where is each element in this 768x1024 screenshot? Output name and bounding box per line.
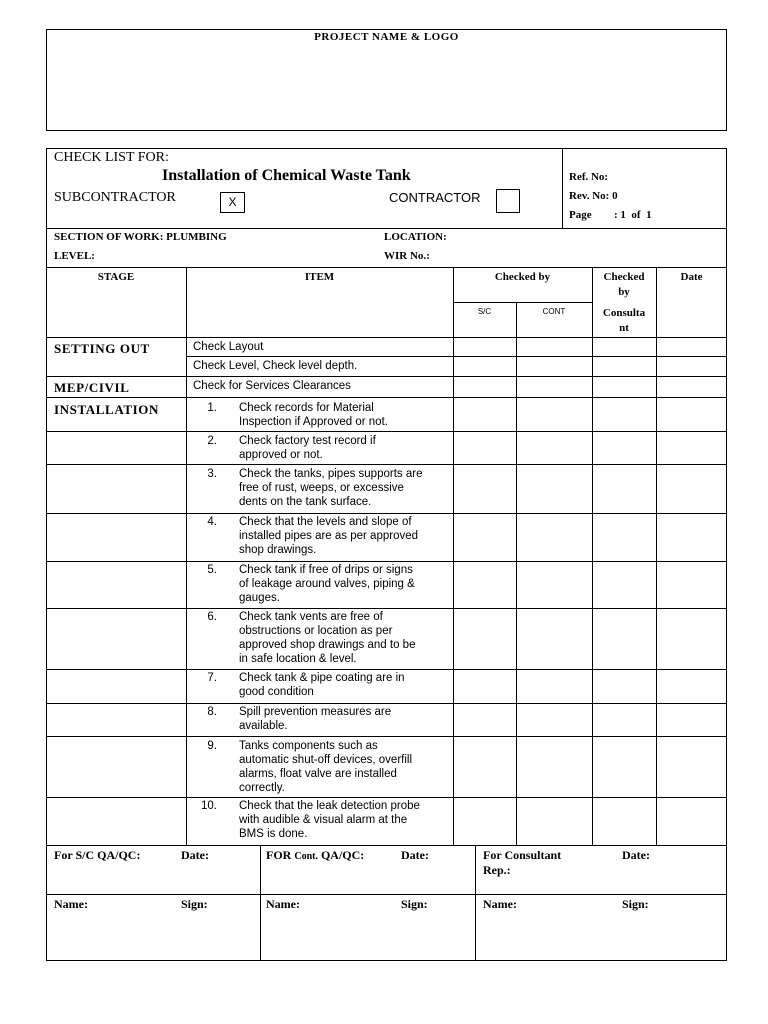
item-text-line: obstructions or location as per — [239, 625, 393, 637]
item-text — [239, 671, 453, 699]
cont-for: FOR — [266, 848, 292, 862]
location-label: LOCATION: — [384, 231, 447, 243]
item-text — [239, 563, 453, 605]
row-line-8 — [46, 736, 727, 737]
section-of-work: SECTION OF WORK: PLUMBING — [54, 231, 227, 243]
item-number: 9. — [207, 740, 217, 752]
header-checked-by: Checked by — [494, 271, 551, 283]
item-text-line: approved shop drawings and to be — [239, 639, 416, 651]
sc-sign-label: Sign: — [181, 897, 208, 911]
item-number: 8. — [207, 706, 217, 718]
row-line-3 — [46, 513, 727, 514]
consultant-name-label: Name: — [483, 897, 517, 911]
checked-by-subline — [453, 302, 592, 303]
cont-sign-label: Sign: — [401, 897, 428, 911]
sc-name-label: Name: — [54, 897, 88, 911]
ref-no: Ref. No: — [569, 171, 609, 183]
page-value: : 1 of 1 — [614, 209, 652, 221]
item-text — [239, 401, 453, 429]
col-line-item — [453, 267, 454, 845]
item-number: 5. — [207, 564, 217, 576]
item-text-line: gauges. — [239, 592, 280, 604]
item-text — [239, 739, 453, 795]
item-number: 2. — [207, 435, 217, 447]
signoff-col-2 — [475, 845, 476, 961]
page-label: Page — [569, 209, 592, 221]
subcontractor-checkbox[interactable] — [220, 192, 245, 213]
item-text-line: shop drawings. — [239, 544, 317, 556]
stage-installation: INSTALLATION — [54, 402, 159, 417]
contractor-label: CONTRACTOR — [389, 190, 481, 205]
header-checked-by-consultant-2: by — [618, 286, 630, 298]
row-line-6 — [46, 669, 727, 670]
checklist-title: Installation of Chemical Waste Tank — [162, 167, 411, 184]
header-item: ITEM — [304, 271, 335, 283]
consultant-date-label: Date: — [622, 848, 650, 862]
item-text — [239, 434, 453, 462]
item-number: 10. — [201, 800, 217, 812]
col-line-stage — [186, 267, 187, 845]
item-text-line: Check that the levels and slope of — [239, 516, 412, 528]
row-line-layout — [186, 356, 727, 357]
item-text-line: Inspection if Approved or not. — [239, 416, 388, 428]
item-text — [239, 705, 453, 733]
row-line-7 — [46, 703, 727, 704]
row-line-header — [46, 337, 727, 338]
item-text-line: automatic shut-off devices, overfill — [239, 754, 413, 766]
stage-setting-out: SETTING OUT — [54, 341, 150, 356]
stage-mep-civil: MEP/CIVIL — [54, 380, 130, 395]
item-number: 7. — [207, 672, 217, 684]
row-line-5 — [46, 608, 727, 609]
item-text — [239, 515, 453, 557]
subcontractor-label: SUBCONTRACTOR — [54, 190, 176, 205]
item-number: 3. — [207, 468, 217, 480]
item-text-line: installed pipes are as per approved — [239, 530, 419, 542]
col-line-cont — [592, 267, 593, 845]
header-divider-2 — [46, 267, 727, 268]
contractor-checkbox[interactable] — [496, 189, 520, 213]
item-text-line: BMS is done. — [239, 828, 308, 840]
project-name-logo: PROJECT NAME & LOGO — [314, 31, 459, 43]
wir-no-label: WIR No.: — [384, 250, 430, 262]
item-text-line: available. — [239, 720, 288, 732]
item-number: 4. — [207, 516, 217, 528]
project-header-box — [46, 29, 727, 131]
item-text-line: of leakage around valves, piping & — [239, 578, 415, 590]
header-consultant-1: Consulta — [602, 307, 646, 319]
item-text-line: approved or not. — [239, 449, 323, 461]
sc-date-label: Date: — [181, 848, 209, 862]
cont-date-label: Date: — [401, 848, 429, 862]
signoff-col-1 — [260, 845, 261, 961]
row-line-services — [46, 397, 727, 398]
header-sc: S/C — [477, 307, 492, 316]
consultant-label-2: Rep.: — [483, 863, 511, 877]
cont-qaqc: QA/QC: — [320, 848, 365, 862]
header-checked-by-consultant-1: Checked — [603, 271, 645, 283]
row-line-4 — [46, 561, 727, 562]
item-text-line: Check tank & pipe coating are in — [239, 672, 405, 684]
cont-name-label: Name: — [266, 897, 300, 911]
item-text — [239, 610, 453, 666]
item-text — [239, 799, 453, 841]
item-services-clearances: Check for Services Clearances — [193, 380, 351, 392]
item-text-line: alarms, float valve are installed — [239, 768, 397, 780]
header-date: Date — [680, 271, 703, 283]
item-text-line: good condition — [239, 686, 314, 698]
item-number: 6. — [207, 611, 217, 623]
item-text-line: Check tank if free of drips or signs — [239, 564, 413, 576]
consultant-sign-label: Sign: — [622, 897, 649, 911]
item-text-line: in safe location & level. — [239, 653, 357, 665]
item-text-line: with audible & visual alarm at the — [239, 814, 408, 826]
header-stage: STAGE — [97, 271, 135, 283]
header-cont: CONT — [542, 307, 566, 316]
item-text-line: Check tank vents are free of — [239, 611, 383, 623]
row-line-2 — [46, 464, 727, 465]
item-number: 1. — [207, 402, 217, 414]
row-line-10 — [46, 845, 727, 846]
check-list-for-label: CHECK LIST FOR: — [54, 150, 169, 165]
item-text-line: Tanks components such as — [239, 740, 378, 752]
header-divider-1 — [46, 228, 727, 229]
header-consultant-2: nt — [619, 322, 629, 334]
rev-no: Rev. No: 0 — [569, 190, 618, 202]
col-line-consultant — [656, 267, 657, 845]
row-line-1 — [46, 431, 727, 432]
item-check-layout: Check Layout — [193, 341, 264, 353]
item-text-line: Check the tanks, pipes supports are — [239, 468, 423, 480]
signoff-divider — [46, 894, 727, 895]
item-text — [239, 467, 453, 509]
item-text-line: Check factory test record if — [239, 435, 376, 447]
ref-divider — [562, 148, 563, 228]
cont-small: Cont. — [294, 851, 318, 862]
item-text-line: Check that the leak detection probe — [239, 800, 420, 812]
col-line-sc — [516, 302, 517, 845]
level-label: LEVEL: — [54, 250, 95, 262]
cont-qaqc-label — [266, 848, 364, 863]
row-line-level — [46, 376, 727, 377]
consultant-label-1: For Consultant — [483, 848, 562, 862]
row-line-9 — [46, 797, 727, 798]
item-text-line: Check records for Material — [239, 402, 374, 414]
item-text-line: dents on the tank surface. — [239, 496, 372, 508]
sc-qaqc-label: For S/C QA/QC: — [54, 848, 141, 862]
item-text-line: free of rust, weeps, or excessive — [239, 482, 404, 494]
item-text-line: correctly. — [239, 782, 285, 794]
item-text-line: Spill prevention measures are — [239, 706, 392, 718]
subcontractor-mark: X — [228, 195, 237, 209]
item-check-level: Check Level, Check level depth. — [193, 360, 358, 372]
